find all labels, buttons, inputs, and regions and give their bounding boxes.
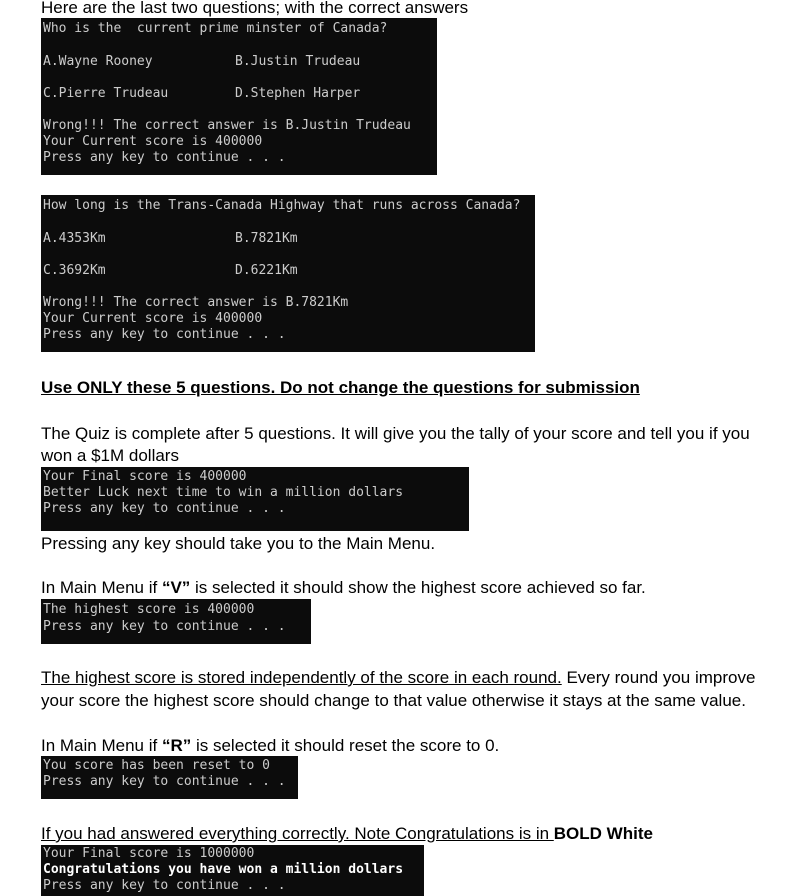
bold-white-label: BOLD White	[553, 824, 653, 843]
highest-score-rest: Every round you improve	[561, 668, 756, 687]
r-text-pre: In Main Menu if	[41, 736, 162, 755]
highest-score-line: The highest score is 400000	[43, 602, 255, 617]
better-luck-line: Better Luck next time to win a million dollars	[43, 485, 404, 500]
intro-text: Here are the last two questions; with the correct answers	[41, 0, 469, 17]
score-text: Your Current score is 400000	[43, 134, 263, 149]
question-text: How long is the Trans-Canada Highway that runs across Canada?	[43, 198, 521, 213]
press-key-line: Press any key to continue . . .	[43, 501, 286, 516]
console-reset-score	[41, 756, 298, 799]
r-selection-text	[41, 735, 499, 757]
console-win	[41, 845, 424, 896]
v-selection-text	[41, 577, 646, 599]
v-text-pre: In Main Menu if	[41, 578, 162, 597]
pressing-text: Pressing any key should take you to the Main Menu.	[41, 534, 436, 553]
press-key-line: Press any key to continue . . .	[43, 774, 286, 789]
v-key: “V”	[161, 578, 191, 597]
highest-score-text-line1	[41, 667, 755, 689]
option-b: B.Justin Trudeau	[235, 54, 361, 69]
console-highest-score	[41, 599, 311, 644]
score-text: Your Current score is 400000	[43, 311, 263, 326]
highest-score-underlined: The highest score is stored independently of the score in each round.	[41, 668, 562, 687]
press-key-text: Press any key to continue . . .	[43, 327, 286, 342]
final-score-line: Your Final score is 1000000	[43, 846, 255, 861]
final-score-line: Your Final score is 400000	[43, 469, 247, 484]
result-text: Wrong!!! The correct answer is B.7821Km	[43, 295, 349, 310]
reset-score-line: You score has been reset to 0	[43, 758, 270, 773]
congratulations-line: Congratulations you have won a million dollars	[43, 862, 404, 877]
option-b: B.7821Km	[235, 231, 298, 246]
instruction-heading: Use ONLY these 5 questions. Do not change the questions for submission	[41, 378, 640, 397]
option-d: D.Stephen Harper	[235, 86, 361, 101]
quiz-complete-text: The Quiz is complete after 5 questions. It will give you the tally of your score and tell you if you won a $1M dollars	[41, 424, 750, 465]
v-text-post: is selected it should show the highest score achieved so far.	[190, 578, 646, 597]
r-text-post: is selected it should reset the score to 0.	[191, 736, 500, 755]
press-key-line: Press any key to continue . . .	[43, 619, 286, 634]
console-question-5	[41, 195, 535, 352]
option-a: A.4353Km	[43, 231, 106, 246]
option-c: C.Pierre Trudeau	[43, 86, 169, 101]
all-correct-text	[41, 823, 653, 845]
console-final-score	[41, 467, 469, 531]
option-a: A.Wayne Rooney	[43, 54, 153, 69]
option-c: C.3692Km	[43, 263, 106, 278]
console-question-4	[41, 18, 437, 175]
r-key: “R”	[161, 736, 192, 755]
result-text: Wrong!!! The correct answer is B.Justin Trudeau	[43, 118, 411, 133]
press-key-text: Press any key to continue . . .	[43, 150, 286, 165]
all-correct-pre-underlined: If you had answered everything correctly. Note Congratulations is in	[41, 824, 554, 843]
option-d: D.6221Km	[235, 263, 298, 278]
question-text: Who is the current prime minster of Canada?	[43, 21, 388, 36]
press-key-line: Press any key to continue . . .	[43, 878, 286, 893]
highest-score-text-line2: your score the highest score should change to that value otherwise it stays at the same value.	[41, 691, 746, 710]
